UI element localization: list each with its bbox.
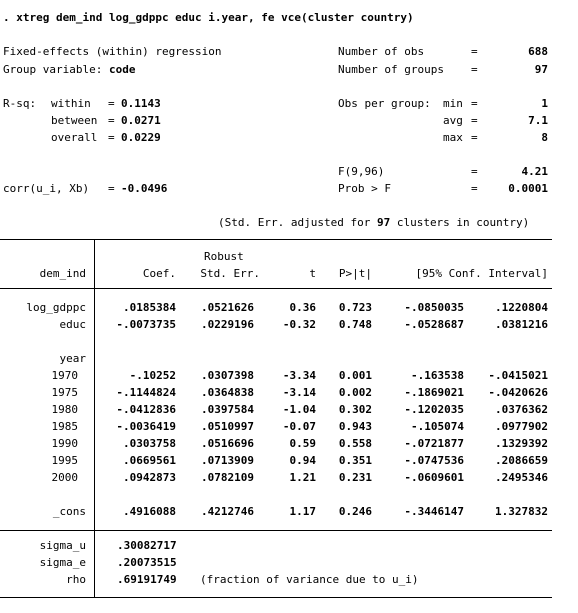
- row-ci-high: 1.327832: [495, 505, 548, 518]
- row-ci-low: -.1202035: [404, 403, 464, 416]
- se-note-suffix: clusters in country): [390, 216, 530, 229]
- row-t: -3.34: [282, 369, 316, 382]
- se-adjustment-note: [218, 216, 529, 229]
- row-coef: .0185384: [123, 301, 176, 314]
- row-t: -1.04: [282, 403, 316, 416]
- ngroups-eq: =: [471, 63, 478, 76]
- row-p: 0.558: [338, 437, 372, 450]
- row-ci-high: .1329392: [495, 437, 548, 450]
- ftest-eq: =: [471, 165, 478, 178]
- sigma-u-value: .30082717: [117, 539, 177, 552]
- row-ci-low: -.1869021: [404, 386, 464, 399]
- row-ci-high: -.0415021: [488, 369, 548, 382]
- row-coef: -.0073735: [116, 318, 176, 331]
- row-p: 0.246: [338, 505, 372, 518]
- row-coef: .0942873: [123, 471, 176, 484]
- row-ci-low: -.0747536: [404, 454, 464, 467]
- rsq-overall-label: overall: [51, 131, 98, 144]
- row-t: -3.14: [282, 386, 316, 399]
- row-t: -0.07: [282, 420, 316, 433]
- ftest-label: F(9,96): [338, 165, 385, 178]
- stderr-header: Std. Err.: [200, 267, 260, 280]
- rho-value: .69191749: [117, 573, 177, 586]
- nobs-label: Number of obs: [338, 45, 425, 58]
- command-line: . xtreg dem_ind log_gdppc educ i.year, fe vce(cluster country): [3, 11, 414, 24]
- row-stderr: .0364838: [201, 386, 254, 399]
- corr-label: corr(u_i, Xb): [3, 182, 90, 195]
- prob-f-label: Prob > F: [338, 182, 391, 195]
- corr-value: -0.0496: [121, 182, 168, 195]
- row-stderr: .4212746: [201, 505, 254, 518]
- row-variable: 1970: [51, 369, 78, 382]
- row-variable: _cons: [52, 505, 86, 518]
- rsq-overall-eq: =: [108, 131, 122, 144]
- obs-avg-eq: =: [471, 114, 478, 127]
- row-variable: 1975: [51, 386, 78, 399]
- t-header: t: [309, 267, 316, 280]
- rho-note: (fraction of variance due to u_i): [200, 573, 419, 586]
- nobs-value: 688: [528, 45, 548, 58]
- obs-min-label: min: [443, 97, 463, 110]
- sigma-e-label: sigma_e: [39, 556, 86, 569]
- row-ci-low: -.163538: [411, 369, 464, 382]
- row-variable: 1995: [51, 454, 78, 467]
- sigma-e-value: .20073515: [117, 556, 177, 569]
- coef-header: Coef.: [142, 267, 176, 280]
- obs-avg-label: avg: [443, 114, 463, 127]
- depvar-header: dem_ind: [39, 267, 86, 280]
- row-variable: 1990: [51, 437, 78, 450]
- rsq-overall-value: 0.0229: [121, 131, 161, 144]
- group-variable: [3, 63, 135, 76]
- rho-label: rho: [66, 573, 86, 586]
- obs-max-label: max: [443, 131, 463, 144]
- robust-label: Robust: [204, 250, 244, 263]
- obs-per-group-label: Obs per group:: [338, 97, 431, 110]
- se-note-clusters: 97: [376, 216, 391, 229]
- row-stderr: .0521626: [201, 301, 254, 314]
- row-p: 0.231: [338, 471, 372, 484]
- row-coef: .4916088: [123, 505, 176, 518]
- ngroups-value: 97: [534, 63, 548, 76]
- row-p: 0.002: [338, 386, 372, 399]
- p-header: P>|t|: [338, 267, 372, 280]
- year-group-label: year: [59, 352, 86, 365]
- row-stderr: .0782109: [201, 471, 254, 484]
- row-t: 1.17: [289, 505, 316, 518]
- row-ci-high: .0376362: [495, 403, 548, 416]
- obs-min-eq: =: [471, 97, 478, 110]
- row-t: 1.21: [289, 471, 316, 484]
- table-bottom-rule: [0, 530, 552, 531]
- sigma-u-label: sigma_u: [39, 539, 86, 552]
- obs-min-value: 1: [541, 97, 548, 110]
- row-variable: 1985: [51, 420, 78, 433]
- row-variable: log_gdppc: [26, 301, 86, 314]
- row-p: 0.943: [338, 420, 372, 433]
- row-stderr: .0713909: [201, 454, 254, 467]
- row-ci-low: -.0609601: [404, 471, 464, 484]
- row-coef: -.10252: [129, 369, 176, 382]
- table-header-rule: [0, 288, 552, 289]
- group-variable-label: Group variable:: [3, 63, 109, 76]
- row-variable: 1980: [51, 403, 78, 416]
- row-t: 0.36: [289, 301, 316, 314]
- row-ci-low: -.0528687: [404, 318, 464, 331]
- ftest-value: 4.21: [521, 165, 548, 178]
- row-ci-high: -.0420626: [488, 386, 548, 399]
- row-coef: .0669561: [123, 454, 176, 467]
- sigma-bottom-rule: [0, 597, 552, 598]
- row-coef: .0303758: [123, 437, 176, 450]
- row-ci-high: .2086659: [495, 454, 548, 467]
- rsq-within-value: 0.1143: [121, 97, 161, 110]
- corr-eq: =: [108, 182, 122, 195]
- row-variable: educ: [59, 318, 86, 331]
- row-ci-high: .0381216: [495, 318, 548, 331]
- row-ci-high: .2495346: [495, 471, 548, 484]
- row-stderr: .0229196: [201, 318, 254, 331]
- row-p: 0.351: [338, 454, 372, 467]
- row-ci-low: -.105074: [411, 420, 464, 433]
- row-coef: -.0412836: [116, 403, 176, 416]
- model-title: Fixed-effects (within) regression: [3, 45, 222, 58]
- row-coef: -.1144824: [116, 386, 176, 399]
- prob-f-eq: =: [471, 182, 478, 195]
- obs-max-value: 8: [541, 131, 548, 144]
- row-p: 0.302: [338, 403, 372, 416]
- row-coef: -.0036419: [116, 420, 176, 433]
- row-p: 0.001: [338, 369, 372, 382]
- row-t: 0.59: [289, 437, 316, 450]
- row-ci-high: .1220804: [495, 301, 548, 314]
- obs-max-eq: =: [471, 131, 478, 144]
- table-top-rule: [0, 239, 552, 240]
- row-ci-low: -.3446147: [404, 505, 464, 518]
- row-stderr: .0510997: [201, 420, 254, 433]
- ci-header: [95% Conf. Interval]: [415, 267, 548, 280]
- ngroups-label: Number of groups: [338, 63, 444, 76]
- row-stderr: .0307398: [201, 369, 254, 382]
- row-p: 0.723: [338, 301, 372, 314]
- rsq-label: R-sq:: [3, 97, 37, 110]
- rsq-within-eq: =: [108, 97, 122, 110]
- rsq-within-label: within: [51, 97, 91, 110]
- se-note-prefix: (Std. Err. adjusted for: [218, 216, 377, 229]
- row-stderr: .0397584: [201, 403, 254, 416]
- rsq-between-label: between: [51, 114, 98, 127]
- table-column-divider: [94, 239, 95, 597]
- prob-f-value: 0.0001: [508, 182, 548, 195]
- nobs-eq: =: [471, 45, 478, 58]
- row-stderr: .0516696: [201, 437, 254, 450]
- obs-avg-value: 7.1: [528, 114, 548, 127]
- group-variable-value: code: [108, 63, 136, 76]
- row-ci-low: -.0850035: [404, 301, 464, 314]
- row-variable: 2000: [51, 471, 78, 484]
- row-ci-high: .0977902: [495, 420, 548, 433]
- row-t: 0.94: [289, 454, 316, 467]
- rsq-between-value: 0.0271: [121, 114, 161, 127]
- row-ci-low: -.0721877: [404, 437, 464, 450]
- row-t: -0.32: [282, 318, 316, 331]
- row-p: 0.748: [338, 318, 372, 331]
- rsq-between-eq: =: [108, 114, 122, 127]
